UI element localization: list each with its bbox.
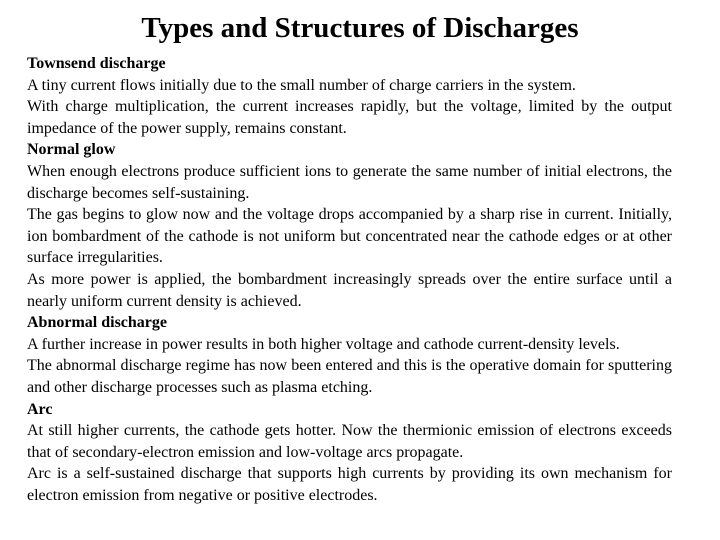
section-normal-glow [27, 139, 672, 312]
section-heading: Abnormal discharge [27, 314, 167, 332]
paragraph: As more power is applied, the bombardment increasingly spreads over the entire surface until a nearly uniform current density is achieved. [27, 270, 672, 310]
section-heading: Townsend discharge [27, 55, 166, 72]
paragraph: When enough electrons produce sufficient ions to generate the same number of initial electrons, the discharge becomes self-sustaining. [27, 162, 672, 202]
paragraph: The abnormal discharge regime has now been entered and this is the operative domain for sputtering and other discharge processes such as plasma etching. [27, 357, 672, 396]
section-arc [27, 399, 672, 507]
page-title: Types and Structures of Discharges [141, 12, 579, 44]
document-body [27, 53, 672, 506]
paragraph: With charge multiplication, the current increases rapidly, but the voltage, limited by the output impedance of the power supply, remains constant. [27, 98, 672, 137]
paragraph: The gas begins to glow now and the voltage drops accompanied by a sharp rise in current. Initially, ion bombardment of the cathode is not uniform but concentrated near the cathode edges or at other surface irregularities. [27, 206, 672, 267]
paragraph: Arc is a self-sustained discharge that supports high currents by providing its own mechanism for electron emission from negative or positive electrodes. [27, 465, 672, 504]
section-heading: Arc [27, 400, 53, 418]
paragraph: A further increase in power results in both higher voltage and cathode current-density levels. [27, 335, 620, 353]
section-townsend-discharge [27, 53, 672, 139]
paragraph: A tiny current flows initially due to the small number of charge carriers in the system. [27, 76, 576, 94]
section-abnormal-discharge [27, 312, 672, 398]
paragraph: At still higher currents, the cathode gets hotter. Now the thermionic emission of electrons exceeds that of secondary-electron emission and low-voltage arcs propagate. [27, 422, 672, 461]
section-heading: Normal glow [27, 141, 116, 159]
